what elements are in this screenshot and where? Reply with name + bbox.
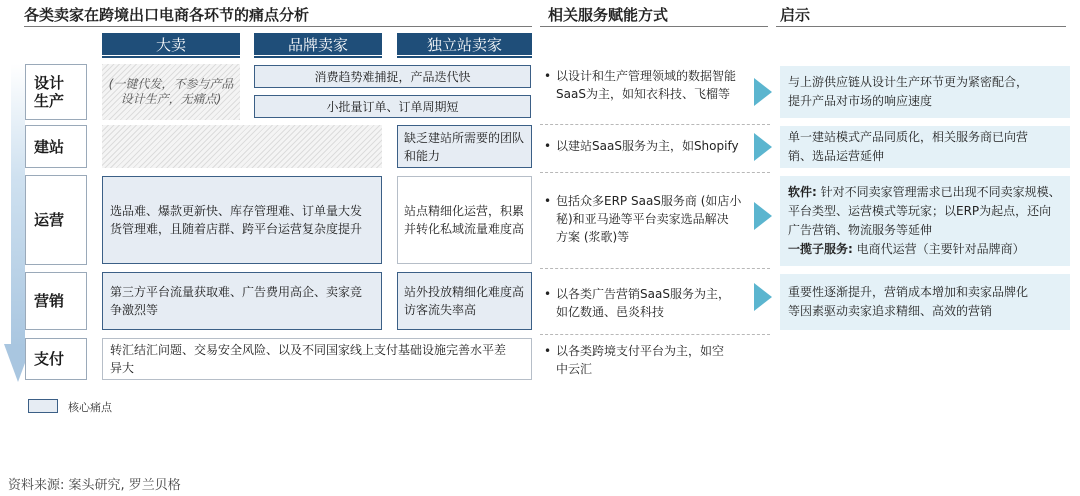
pain-analysis-title: 各类卖家在跨境出口电商各环节的痛点分析 [24,6,310,24]
pain-cell-payment: 转汇结汇问题、交易安全风险、以及不同国家线上支付基础设施完善水平差 异大 [102,338,532,380]
legend-label: 核心痛点 [68,401,112,414]
insight-ops-onestop [788,240,1062,259]
pain-cell-design-small-batch: 小批量订单、订单周期短 [254,95,531,118]
service-item-payment [544,342,754,378]
chevron-right-icon [754,283,772,311]
stage-operations: 运营 [25,175,87,265]
service-text: 以各类跨境支付平台为主，如空 中云汇 [556,344,725,376]
onestop-label: 一揽子服务: [788,242,853,256]
seller-header-brand: 品牌卖家 [254,33,382,55]
insight-operations [780,176,1070,266]
no-pain-hatched-cell [102,125,382,168]
pain-cell-design-trend: 消费趋势难捕捉，产品迭代快 [254,65,531,88]
row-divider [540,268,770,269]
stage-design-production: 设计 生产 [25,64,87,120]
insight-design: 与上游供应链从设计生产环节更为紧密配合， 提升产品对市场的响应速度 [780,66,1070,118]
pain-cell-ops-big-brand: 选品难、爆款更新快、库存管理难、订单量大发 货管理难，且随着店群、跨平台运营复杂度提升 [102,176,382,264]
service-item-site [544,137,754,155]
pain-cell-mkt-big-brand: 第三方平台流量获取难、广告费用高企、卖家竞 争激烈等 [102,272,382,330]
service-text: 以建站SaaS服务为主，如Shopify [556,139,739,153]
service-item-design [544,67,754,103]
seller-header-big: 大卖 [102,33,240,55]
stage-site-building: 建站 [25,125,87,168]
title-rule [776,26,1066,27]
software-label: 软件: [788,185,817,199]
insight-ops-software [788,183,1062,240]
seller-header-underline [254,56,382,58]
service-text: 以设计和生产管理领域的数据智能 SaaS为主，如知衣科技、飞榴等 [556,69,737,101]
flow-arrow-shaft [11,64,25,348]
stage-payment: 支付 [25,338,87,380]
software-text: 针对不同卖家管理需求已出现不同卖家规模、平台类型、运营模式等玩家；以ERP为起点，还向广告营销、物流服务等延伸 [788,185,1061,237]
pain-cell-big-design [102,64,240,120]
chevron-right-icon [754,202,772,230]
service-text: 包括众多ERP SaaS服务商 (如店小 秘)和亚马逊等平台卖家选品解决 方案 (浆歌)等 [556,194,742,244]
seller-header-independent: 独立站卖家 [397,33,532,55]
stage-marketing: 营销 [25,272,87,330]
bullet-icon: • [544,139,552,153]
pain-cell-mkt-independent: 站外投放精细化难度高 访客流失率高 [397,272,532,330]
insight-marketing: 重要性逐渐提升，营销成本增加和卖家品牌化 等因素驱动卖家追求精细、高效的营销 [780,274,1070,330]
insights-title: 启示 [780,6,811,24]
services-title: 相关服务赋能方式 [548,6,669,24]
bullet-icon: • [544,69,552,83]
no-pain-note: (一键代发，不参与产品 设计生产，无痛点) [108,77,234,106]
title-rule [24,26,532,27]
service-item-ops [544,192,754,246]
service-text: 以各类广告营销SaaS服务为主， 如亿数通、邑炎科技 [556,287,730,319]
chevron-right-icon [754,133,772,161]
service-item-marketing [544,285,754,321]
seller-header-underline [102,56,240,58]
title-rule [540,26,768,27]
legend-swatch [28,399,58,413]
chevron-right-icon [754,78,772,106]
seller-header-underline [397,56,532,58]
insight-site: 单一建站模式产品同质化，相关服务商已向营 销、选品运营延伸 [780,126,1070,168]
row-divider [540,124,770,125]
bullet-icon: • [544,194,552,208]
pain-cell-site-independent: 缺乏建站所需要的团队 和能力 [397,125,532,168]
row-divider [540,172,770,173]
source-note: 资料来源: 案头研究, 罗兰贝格 [8,478,181,493]
bullet-icon: • [544,287,552,301]
onestop-text: 电商代运营（主要针对品牌商） [852,242,1025,256]
pain-cell-ops-independent: 站点精细化运营，积累 并转化私域流量难度高 [397,176,532,264]
row-divider [540,334,770,335]
bullet-icon: • [544,344,552,358]
